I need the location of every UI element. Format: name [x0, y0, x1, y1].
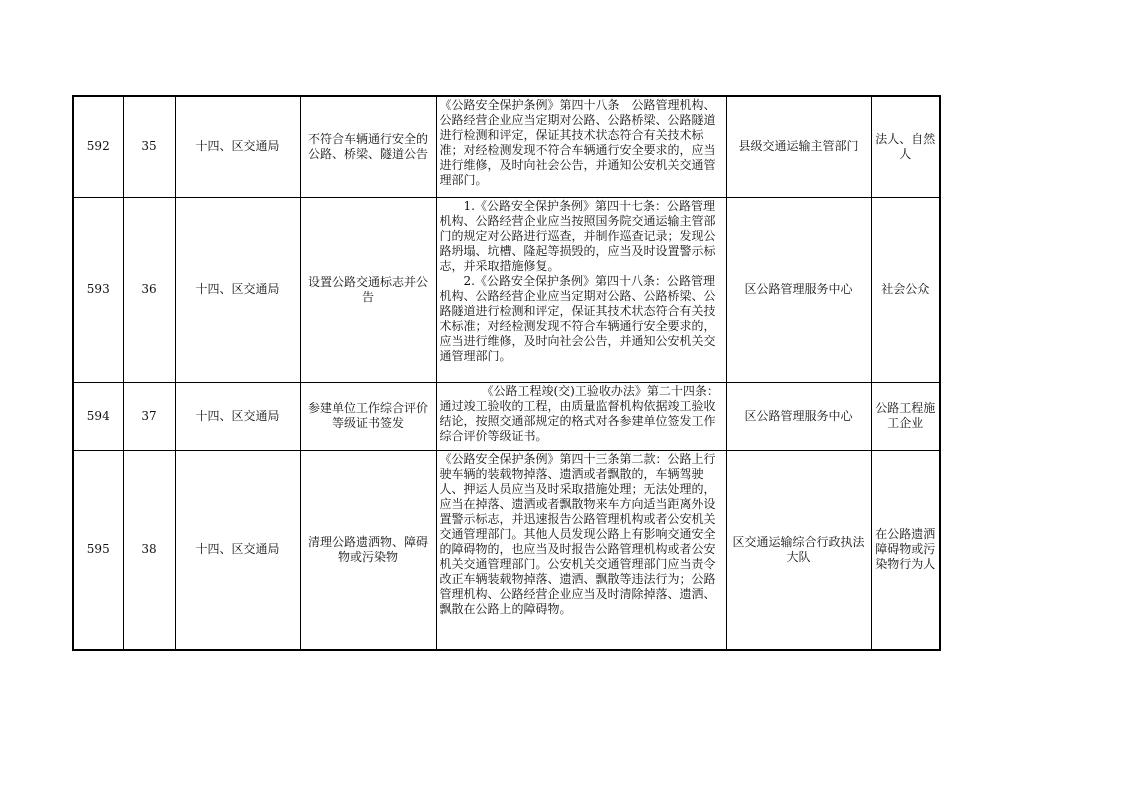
legal-basis-paragraph: 2.《公路安全保护条例》第四十八条：公路管理机构、公路经营企业应当定期对公路、公路桥梁、公路隧道进行检测和评定，保证其技术状态符合有关技术标准；对经检测发现不符合车辆通行安全要求的，应当进行维修，及时向社会公告，并通知公安机关交通管理部门。	[439, 273, 716, 363]
item-number-cell: 35	[123, 96, 175, 197]
target-cell: 法人、自然人	[871, 96, 940, 197]
seq-cell: 595	[73, 450, 123, 650]
table-row	[73, 382, 940, 450]
legal-basis-cell	[436, 382, 726, 450]
legal-basis-cell	[436, 197, 726, 382]
legal-basis-paragraph: 1.《公路安全保护条例》第四十七条：公路管理机构、公路经营企业应当按照国务院交通运输主管部门的规定对公路进行巡查，并制作巡查记录；发现公路坍塌、坑槽、隆起等损毁的，应当及时设置警示标志，并采取措施修复。	[439, 198, 716, 273]
item-name-cell: 参建单位工作综合评价等级证书签发	[300, 382, 436, 450]
department-cell: 十四、区交通局	[175, 96, 300, 197]
target-cell: 公路工程施工企业	[871, 382, 940, 450]
responsible-body-cell: 区公路管理服务中心	[726, 382, 871, 450]
item-name-cell: 设置公路交通标志并公告	[300, 197, 436, 382]
seq-cell: 594	[73, 382, 123, 450]
responsible-body-cell: 县级交通运输主管部门	[726, 96, 871, 197]
service-items-table	[72, 95, 941, 651]
department-cell: 十四、区交通局	[175, 450, 300, 650]
table-row	[73, 450, 940, 650]
table-row	[73, 197, 940, 382]
table-row	[73, 96, 940, 197]
item-name-cell: 清理公路遗洒物、障碍物或污染物	[300, 450, 436, 650]
responsible-body-cell: 区公路管理服务中心	[726, 197, 871, 382]
legal-basis-paragraph: 《公路安全保护条例》第四十八条 公路管理机构、公路经营企业应当定期对公路、公路桥梁、公路隧道进行检测和评定，保证其技术状态符合有关技术标准；对经检测发现不符合车辆通行安全要求的，应当进行维修，及时向社会公告，并通知公安机关交通管理部门。	[439, 98, 716, 187]
legal-basis-cell	[436, 450, 726, 650]
legal-basis-paragraph: 《公路工程竣(交)工验收办法》第二十四条：通过竣工验收的工程，由质量监督机构依据竣工验收结论，按照交通部规定的格式对各参建单位签发工作综合评价等级证书。	[439, 383, 719, 443]
target-cell: 在公路遗洒障碍物或污染物行为人	[871, 450, 940, 650]
seq-cell: 593	[73, 197, 123, 382]
target-cell: 社会公众	[871, 197, 940, 382]
item-number-cell: 37	[123, 382, 175, 450]
legal-basis-paragraph: 《公路安全保护条例》第四十三条第二款：公路上行驶车辆的装载物掉落、遗洒或者飘散的，车辆驾驶人、押运人员应当及时采取措施处理；无法处理的，应当在掉落、遗洒或者飘散物来车方向适当距离外设置警示标志，并迅速报告公路管理机构或者公安机关交通管理部门。其他人员发现公路上有影响交通安全的障碍物的，也应当及时报告公路管理机构或者公安机关交通管理部门。公安机关交通管理部门应当责令改正车辆装载物掉落、遗洒、飘散等违法行为；公路管理机构、公路经营企业应当及时清除掉落、遗洒、飘散在公路上的障碍物。	[439, 451, 716, 616]
item-name-cell: 不符合车辆通行安全的公路、桥梁、隧道公告	[300, 96, 436, 197]
legal-basis-cell	[436, 96, 726, 197]
seq-cell: 592	[73, 96, 123, 197]
item-number-cell: 36	[123, 197, 175, 382]
department-cell: 十四、区交通局	[175, 197, 300, 382]
department-cell: 十四、区交通局	[175, 382, 300, 450]
responsible-body-cell: 区交通运输综合行政执法大队	[726, 450, 871, 650]
item-number-cell: 38	[123, 450, 175, 650]
